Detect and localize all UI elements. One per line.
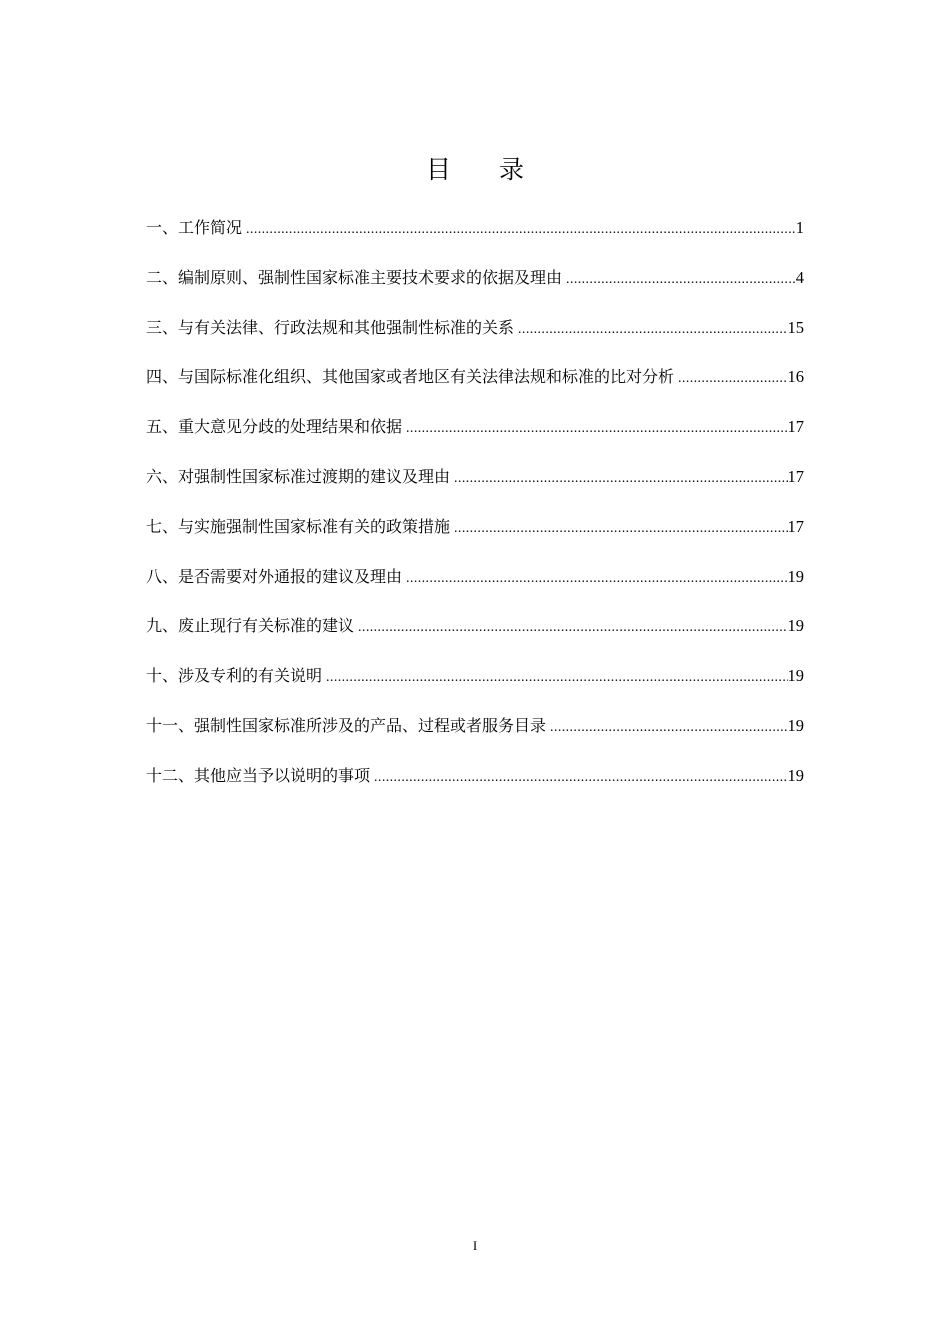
toc-entry-title: 四、与国际标准化组织、其他国家或者地区有关法律法规和标准的比对分析 [146, 367, 675, 387]
toc-entry[interactable] [146, 513, 804, 563]
dot-leader [242, 216, 796, 244]
toc-page-number: 16 [787, 367, 804, 387]
toc-entry[interactable] [146, 662, 804, 712]
toc-entry[interactable] [146, 264, 804, 314]
toc-entry-title: 八、是否需要对外通报的建议及理由 [146, 566, 403, 586]
toc-entry[interactable] [146, 363, 804, 413]
toc-page-number: 19 [787, 566, 804, 586]
dot-leader [546, 714, 787, 742]
toc-page-number: 1 [795, 218, 804, 237]
dot-leader [370, 764, 787, 792]
toc-entry[interactable] [146, 463, 804, 513]
toc-entry-title: 五、重大意见分歧的处理结果和依据 [146, 417, 403, 437]
toc-entry-title: 六、对强制性国家标准过渡期的建议及理由 [146, 466, 451, 486]
toc-entry-title: 十、涉及专利的有关说明 [146, 666, 323, 686]
dot-leader [674, 365, 787, 393]
toc-heading: 目录 [425, 155, 572, 184]
dot-leader [354, 614, 787, 642]
dot-leader [322, 664, 787, 692]
toc-entry-title: 九、废止现行有关标准的建议 [146, 616, 355, 636]
toc-entry[interactable] [146, 563, 804, 613]
toc-entry-title: 一、工作简况 [146, 218, 243, 237]
toc-entry[interactable] [146, 612, 804, 662]
toc-entry-title: 三、与有关法律、行政法规和其他强制性标准的关系 [146, 317, 515, 337]
dot-leader [402, 565, 787, 593]
toc-entry-title: 十二、其他应当予以说明的事项 [146, 765, 371, 785]
dot-leader [402, 415, 787, 443]
dot-leader [450, 515, 787, 543]
toc-page-number: 17 [787, 466, 804, 486]
toc-entry-title: 七、与实施强制性国家标准有关的政策措施 [146, 516, 451, 536]
toc-page-number: 19 [787, 715, 804, 735]
table-of-contents [146, 214, 804, 812]
page-number-footer: I [472, 1238, 478, 1253]
toc-page-number: 19 [787, 765, 804, 785]
dot-leader [450, 465, 787, 493]
dot-leader [514, 316, 787, 344]
toc-entry[interactable] [146, 214, 804, 264]
toc-page-number: 19 [787, 666, 804, 686]
dot-leader [562, 266, 796, 294]
toc-entry-title: 二、编制原则、强制性国家标准主要技术要求的依据及理由 [146, 267, 563, 287]
toc-page-number: 17 [787, 417, 804, 437]
toc-page-number: 4 [795, 267, 804, 287]
toc-entry-title: 十一、强制性国家标准所涉及的产品、过程或者服务目录 [146, 715, 547, 735]
toc-page-number: 17 [787, 516, 804, 536]
toc-entry[interactable] [146, 712, 804, 762]
toc-page-number: 19 [787, 616, 804, 636]
toc-page-number: 15 [787, 317, 804, 337]
toc-entry[interactable] [146, 413, 804, 463]
toc-entry[interactable] [146, 314, 804, 364]
toc-entry[interactable] [146, 762, 804, 812]
